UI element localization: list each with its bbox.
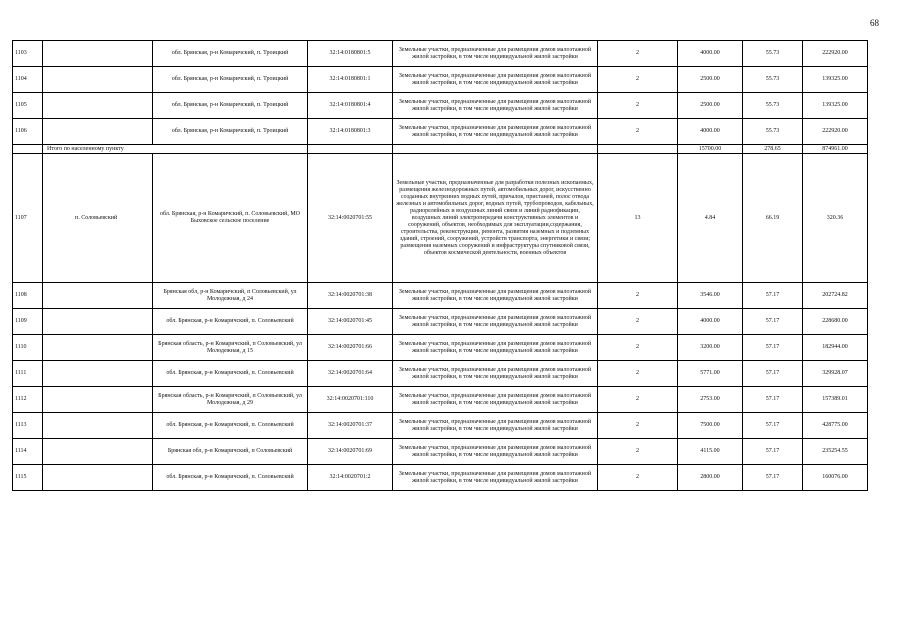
use-group-cell: 2 bbox=[598, 387, 678, 413]
row-number: 1107 bbox=[13, 154, 43, 283]
area-cell: 4115.00 bbox=[678, 439, 743, 465]
table-row bbox=[13, 413, 868, 439]
cadastral-number-cell: 32:14:0180801:5 bbox=[308, 41, 393, 67]
cadastral-number-cell: 32:14:0020701:38 bbox=[308, 283, 393, 309]
specific-value-cell: 57.17 bbox=[743, 335, 803, 361]
total-area: 15700.00 bbox=[678, 145, 743, 154]
row-number: 1114 bbox=[13, 439, 43, 465]
land-use-cell: Земельные участки, предназначенные для размещения домов малоэтажной жилой застройки, в том числе индивидуальной жилой застройки bbox=[393, 93, 598, 119]
locality-cell bbox=[43, 361, 153, 387]
use-group-cell: 2 bbox=[598, 119, 678, 145]
address-cell: обл. Брянская, р-н Комаричский, п. Соловьевский bbox=[153, 361, 308, 387]
cadastral-number-cell: 32:14:0020701:69 bbox=[308, 439, 393, 465]
specific-value-cell: 55.73 bbox=[743, 41, 803, 67]
address-cell: Брянская область, р-н Комаричский, п Соловьевский, ул Молодежная, д 29 bbox=[153, 387, 308, 413]
cadastral-value-cell: 182944.00 bbox=[803, 335, 868, 361]
land-use-cell: Земельные участки, предназначенные для размещения домов малоэтажной жилой застройки, в том числе индивидуальной жилой застройки bbox=[393, 465, 598, 491]
total-specific-value: 278.65 bbox=[743, 145, 803, 154]
land-use-cell: Земельные участки, предназначенные для размещения домов малоэтажной жилой застройки, в том числе индивидуальной жилой застройки bbox=[393, 387, 598, 413]
land-use-cell: Земельные участки, предназначенные для размещения домов малоэтажной жилой застройки, в том числе индивидуальной жилой застройки bbox=[393, 41, 598, 67]
address-cell: обл. Брянская, р-н Комаричский, п. Соловьевский, МО Быховское сельское поселение bbox=[153, 154, 308, 283]
row-number: 1105 bbox=[13, 93, 43, 119]
total-row bbox=[13, 145, 868, 154]
cadastral-number-cell: 32:14:0020701:64 bbox=[308, 361, 393, 387]
locality-cell bbox=[43, 309, 153, 335]
locality-cell bbox=[43, 387, 153, 413]
specific-value-cell: 57.17 bbox=[743, 309, 803, 335]
cadastral-number-cell: 32:14:0180801:1 bbox=[308, 67, 393, 93]
use-group-cell: 2 bbox=[598, 93, 678, 119]
table-row bbox=[13, 154, 868, 283]
address-cell: обл. Брянская, р-н Комаричский, п. Соловьевский bbox=[153, 465, 308, 491]
cadastral-value-cell: 139325.00 bbox=[803, 67, 868, 93]
table-row bbox=[13, 283, 868, 309]
area-cell: 2500.00 bbox=[678, 67, 743, 93]
address-cell: Брянская обл, р-н Комаричский, п Соловьевский bbox=[153, 439, 308, 465]
cadastral-number-cell: 32:14:0020701:110 bbox=[308, 387, 393, 413]
table-row bbox=[13, 67, 868, 93]
area-cell: 2753.00 bbox=[678, 387, 743, 413]
locality-cell bbox=[43, 283, 153, 309]
total-empty-cell bbox=[598, 145, 678, 154]
specific-value-cell: 57.17 bbox=[743, 361, 803, 387]
cadastral-value-cell: 160076.00 bbox=[803, 465, 868, 491]
cadastral-value-cell: 428775.00 bbox=[803, 413, 868, 439]
table-row bbox=[13, 93, 868, 119]
area-cell: 3200.00 bbox=[678, 335, 743, 361]
use-group-cell: 2 bbox=[598, 67, 678, 93]
table-row bbox=[13, 387, 868, 413]
use-group-cell: 2 bbox=[598, 309, 678, 335]
specific-value-cell: 66.19 bbox=[743, 154, 803, 283]
area-cell: 5771.00 bbox=[678, 361, 743, 387]
use-group-cell: 2 bbox=[598, 413, 678, 439]
use-group-cell: 2 bbox=[598, 361, 678, 387]
cadastral-value-cell: 228680.00 bbox=[803, 309, 868, 335]
address-cell: обл. Брянская, р-н Комаричский, п. Троицкий bbox=[153, 67, 308, 93]
cadastral-value-cell: 320.36 bbox=[803, 154, 868, 283]
row-number: 1106 bbox=[13, 119, 43, 145]
row-number: 1104 bbox=[13, 67, 43, 93]
cadastral-value-cell: 222920.00 bbox=[803, 119, 868, 145]
use-group-cell: 2 bbox=[598, 465, 678, 491]
cadastral-number-cell: 32:14:0020701:66 bbox=[308, 335, 393, 361]
cadastral-value-cell: 222920.00 bbox=[803, 41, 868, 67]
specific-value-cell: 57.17 bbox=[743, 387, 803, 413]
row-number: 1111 bbox=[13, 361, 43, 387]
land-use-cell: Земельные участки, предназначенные для размещения домов малоэтажной жилой застройки, в том числе индивидуальной жилой застройки bbox=[393, 309, 598, 335]
row-number: 1115 bbox=[13, 465, 43, 491]
area-cell: 4.84 bbox=[678, 154, 743, 283]
address-cell: обл. Брянская, р-н Комаричский, п. Троицкий bbox=[153, 41, 308, 67]
page-number: 68 bbox=[870, 18, 879, 28]
locality-cell bbox=[43, 67, 153, 93]
specific-value-cell: 57.17 bbox=[743, 413, 803, 439]
cadastral-value-cell: 235254.55 bbox=[803, 439, 868, 465]
area-cell: 4000.00 bbox=[678, 41, 743, 67]
specific-value-cell: 57.17 bbox=[743, 465, 803, 491]
locality-cell bbox=[43, 439, 153, 465]
area-cell: 4000.00 bbox=[678, 309, 743, 335]
cadastral-value-cell: 202724.82 bbox=[803, 283, 868, 309]
area-cell: 7500.00 bbox=[678, 413, 743, 439]
total-empty-cell bbox=[393, 145, 598, 154]
row-number: 1113 bbox=[13, 413, 43, 439]
table-row bbox=[13, 41, 868, 67]
use-group-cell: 13 bbox=[598, 154, 678, 283]
cadastral-number-cell: 32:14:0020701:45 bbox=[308, 309, 393, 335]
total-cadastral-value: 874961.00 bbox=[803, 145, 868, 154]
table-row bbox=[13, 119, 868, 145]
locality-cell bbox=[43, 154, 153, 283]
cadastral-value-cell: 157389.01 bbox=[803, 387, 868, 413]
land-use-cell: Земельные участки, предназначенные для размещения домов малоэтажной жилой застройки, в том числе индивидуальной жилой застройки bbox=[393, 119, 598, 145]
specific-value-cell: 55.73 bbox=[743, 119, 803, 145]
address-cell: Брянская область, р-н Комаричский, п Соловьевский, ул Молодежная, д 15 bbox=[153, 335, 308, 361]
table-row bbox=[13, 309, 868, 335]
land-use-cell: Земельные участки, предназначенные для разработки полезных ископаемых, размещения железнодорожных путей, автомобильных дорог, искусственно созданных внутренних водных путей, причалов, пристаней, полос отвода железных и автомобильных дорог, водных путей, трубопроводов, кабельных, радиорелейных и воздушных линий связи и линий радиофикации, воздушных линий электропередачи конструктивных элементов и сооружений, объектов, необходимых для эксплуатации,содержания, строительства, реконструкции, ремонта, развития наземных и подземных зданий, строений, сооружений, устройств транспорта, энергетики и связи; размещения наземных сооружений и инфраструктуры спутниковой связи, объектов космической деятельности, военных объектов bbox=[393, 154, 598, 283]
land-use-cell: Земельные участки, предназначенные для размещения домов малоэтажной жилой застройки, в том числе индивидуальной жилой застройки bbox=[393, 439, 598, 465]
cadastral-number-cell: 32:14:0020701:37 bbox=[308, 413, 393, 439]
total-empty-cell bbox=[13, 145, 43, 154]
address-cell: Брянская обл, р-н Комаричский, п Соловьевский, ул Молодежная, д 24 bbox=[153, 283, 308, 309]
specific-value-cell: 57.17 bbox=[743, 439, 803, 465]
address-cell: обл. Брянская, р-н Комаричский, п. Троицкий bbox=[153, 93, 308, 119]
locality-cell bbox=[43, 465, 153, 491]
total-label: Итого по населенному пункту bbox=[43, 145, 308, 154]
cadastral-number-cell: 32:14:0180801:3 bbox=[308, 119, 393, 145]
cadastral-value-table bbox=[12, 40, 868, 491]
cadastral-value-cell: 139325.00 bbox=[803, 93, 868, 119]
land-use-cell: Земельные участки, предназначенные для размещения домов малоэтажной жилой застройки, в том числе индивидуальной жилой застройки bbox=[393, 413, 598, 439]
row-number: 1110 bbox=[13, 335, 43, 361]
table-row bbox=[13, 361, 868, 387]
use-group-cell: 2 bbox=[598, 41, 678, 67]
address-cell: обл. Брянская, р-н Комаричский, п. Троицкий bbox=[153, 119, 308, 145]
land-use-cell: Земельные участки, предназначенные для размещения домов малоэтажной жилой застройки, в том числе индивидуальной жилой застройки bbox=[393, 361, 598, 387]
locality-cell bbox=[43, 335, 153, 361]
table-body bbox=[13, 41, 868, 491]
use-group-cell: 2 bbox=[598, 439, 678, 465]
area-cell: 3546.00 bbox=[678, 283, 743, 309]
cadastral-number-cell: 32:14:0180801:4 bbox=[308, 93, 393, 119]
locality-cell bbox=[43, 413, 153, 439]
locality-cell bbox=[43, 41, 153, 67]
address-cell: обл. Брянская, р-н Комаричский, п. Соловьевский bbox=[153, 309, 308, 335]
row-number: 1109 bbox=[13, 309, 43, 335]
table-row bbox=[13, 335, 868, 361]
locality-cell bbox=[43, 119, 153, 145]
row-number: 1112 bbox=[13, 387, 43, 413]
table-row bbox=[13, 465, 868, 491]
cadastral-value-cell: 329928.07 bbox=[803, 361, 868, 387]
address-cell: обл. Брянская, р-н Комаричский, п. Соловьевский bbox=[153, 413, 308, 439]
total-empty-cell bbox=[308, 145, 393, 154]
locality-cell bbox=[43, 93, 153, 119]
cadastral-number-cell: 32:14:0020701:2 bbox=[308, 465, 393, 491]
area-cell: 2800.00 bbox=[678, 465, 743, 491]
area-cell: 2500.00 bbox=[678, 93, 743, 119]
locality-name: п. Соловьевский bbox=[75, 214, 118, 221]
area-cell: 4000.00 bbox=[678, 119, 743, 145]
specific-value-cell: 57.17 bbox=[743, 283, 803, 309]
cadastral-number-cell: 32:14:0020701:55 bbox=[308, 154, 393, 283]
row-number: 1103 bbox=[13, 41, 43, 67]
specific-value-cell: 55.73 bbox=[743, 93, 803, 119]
specific-value-cell: 55.73 bbox=[743, 67, 803, 93]
table-row bbox=[13, 439, 868, 465]
use-group-cell: 2 bbox=[598, 335, 678, 361]
land-use-cell: Земельные участки, предназначенные для размещения домов малоэтажной жилой застройки, в том числе индивидуальной жилой застройки bbox=[393, 283, 598, 309]
use-group-cell: 2 bbox=[598, 283, 678, 309]
row-number: 1108 bbox=[13, 283, 43, 309]
land-use-cell: Земельные участки, предназначенные для размещения домов малоэтажной жилой застройки, в том числе индивидуальной жилой застройки bbox=[393, 67, 598, 93]
land-use-cell: Земельные участки, предназначенные для размещения домов малоэтажной жилой застройки, в том числе индивидуальной жилой застройки bbox=[393, 335, 598, 361]
